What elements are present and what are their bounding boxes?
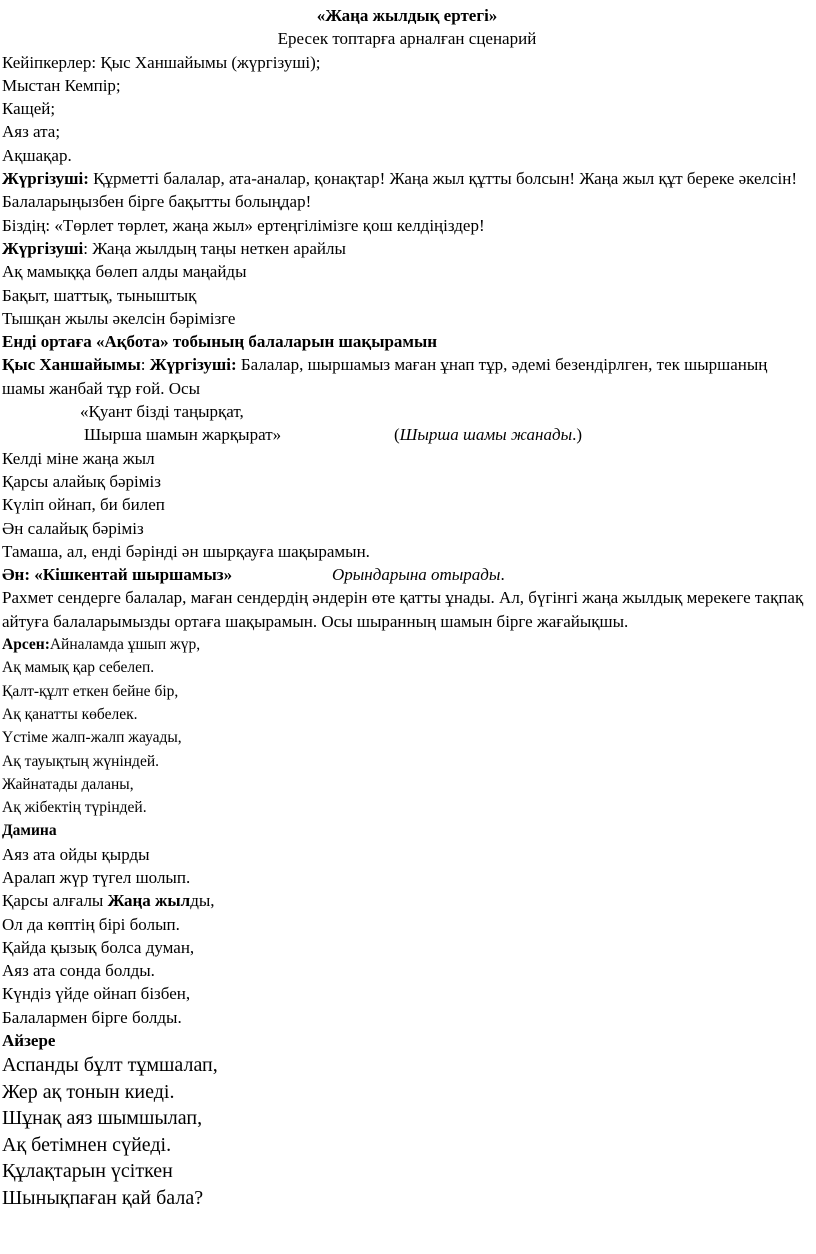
poem-line: Ол да көптің бірі болып. [2, 914, 180, 934]
poem-line: Аралап жүр түгел шолып. [2, 867, 191, 887]
characters-label: Кейіпкерлер: Қыс Ханшайымы (жүргізуші); [2, 52, 321, 72]
verse-line: Ән салайық бәріміз [2, 518, 144, 538]
verse-line: Қарсы алайық бәріміз [2, 471, 161, 491]
page-subtitle: Ересек топтарға арналған сценарий [277, 29, 537, 49]
speech-text: Балалар, шыршамыз маған ұнап тұр, әдемі безендірлген, тек шыршаның шамы жанбай тұр ғой. Осы [2, 355, 768, 398]
poem-line: Балалармен бірге болды. [2, 1007, 182, 1027]
character-line: Мыстан Кемпір; [2, 75, 121, 95]
page-title: «Жаңа жылдық ертегі» [316, 6, 498, 25]
poem-line: Жер ақ тонын киеді. [2, 1080, 175, 1103]
poem-first-line [2, 633, 812, 656]
speech-text: Құрметті балалар, ата-аналар, қонақтар! Жаңа жыл құтты болсын! Жаңа жыл құт береке әкелсін! Балаларыңызбен бірге бақытты болыңдар! [2, 169, 798, 212]
poem-text-bold: Жаңа жыл [107, 891, 191, 911]
poem-line [2, 889, 812, 912]
verse-line: Келді міне жаңа жыл [2, 448, 155, 468]
invite-group-line: Енді ортаға «Ақбота» тобының балаларын шақырамын [2, 332, 438, 352]
invite-song-line: Тамаша, ал, енді бәрінді ән шырқауға шақырамын. [2, 541, 370, 561]
thanks-paragraph: Рахмет сендерге балалар, маған сендердің әндерін өте қатты ұнады. Ал, бүгінгі жаңа жылдық мерекеге тақпақ айтуға балаларымызды ортаға шақырамын. Осы шыранның шамын бірге жағайықшы. [2, 588, 804, 631]
poem-line: Құлақтарын үсіткен [2, 1160, 173, 1183]
welcome-line: Біздің: «Төрлет төрлет, жаңа жыл» ертеңгілімізге қош келдіңіздер! [2, 215, 485, 235]
verse-line: Ақ мамыққа бөлеп алды маңайды [2, 262, 247, 282]
song-title: Ән: «Кішкентай шыршамыз» [2, 565, 233, 585]
poem-line: Ақ мамық қар себелеп. [2, 659, 155, 677]
stage-direction: Орындарына отырады [332, 565, 501, 585]
verse-line: Бақыт, шаттық, тыныштық [2, 285, 197, 305]
verse-line: Тышқан жылы әкелсін бәрімізге [2, 308, 236, 328]
reciter-name: Айзере [2, 1031, 56, 1051]
poem-line: Ақ жібектің түріндей. [2, 799, 147, 817]
poem-text: ды, [190, 891, 215, 911]
stage-end: . [500, 565, 505, 585]
speaker-name: Жүргізуші [2, 238, 84, 258]
poem-line: Қайда қызық болса думан, [2, 937, 195, 957]
character-line: Кащей; [2, 99, 56, 119]
host-speech-1 [2, 167, 812, 214]
poem-line: Аяз ата ойды қырды [2, 844, 150, 864]
poem-line: Қалт-құлт еткен бейне бір, [2, 682, 179, 700]
speaker-name: Жүргізуші: [149, 355, 237, 375]
poem-text: Қарсы алғалы [2, 891, 108, 911]
separator: : [140, 355, 150, 375]
character-line: Ақшақар. [2, 145, 72, 165]
verse-line: Күліп ойнап, би билеп [2, 495, 165, 515]
poem-line: Айналамда ұшып жүр, [49, 636, 201, 654]
quote-line: «Қуант бізді таңырқат, [80, 402, 244, 422]
reciter-name: Арсен: [2, 636, 50, 654]
poem-line: Күндіз үйде ойнап бізбен, [2, 984, 191, 1004]
poem-line: Ақ бетімнен сүйеді. [2, 1133, 172, 1156]
song-line [2, 563, 812, 586]
speaker-name: Қыс Ханшайымы [2, 355, 141, 375]
poem-line: Үстіме жалп-жалп жауады, [2, 729, 182, 747]
queen-speech [2, 353, 812, 400]
quote-text: Шырша шамын жарқырат» [84, 425, 282, 445]
speech-text: : Жаңа жылдың таңы неткен арайлы [83, 238, 346, 258]
stage-paren: .) [572, 425, 583, 445]
quote-line-with-stage-direction [2, 423, 812, 446]
stage-direction: Шырша шамы жанады [399, 425, 573, 445]
stage-paren: ( [394, 425, 400, 445]
speaker-name: Жүргізуші: [2, 169, 89, 189]
poem-line: Шұнақ аяз шымшылап, [2, 1107, 203, 1130]
character-line: Аяз ата; [2, 122, 61, 142]
poem-line: Шынықпаған қай бала? [2, 1186, 204, 1209]
reciter-name: Дамина [2, 822, 57, 840]
poem-line: Жайнатады даланы, [2, 775, 134, 793]
host-speech-2 [2, 237, 812, 260]
poem-line: Аспанды бұлт тұмшалап, [2, 1054, 218, 1077]
poem-line: Ақ тауықтың жүніндей. [2, 752, 159, 770]
poem-line: Аяз ата сонда болды. [2, 961, 155, 981]
poem-line: Ақ қанатты көбелек. [2, 705, 138, 723]
